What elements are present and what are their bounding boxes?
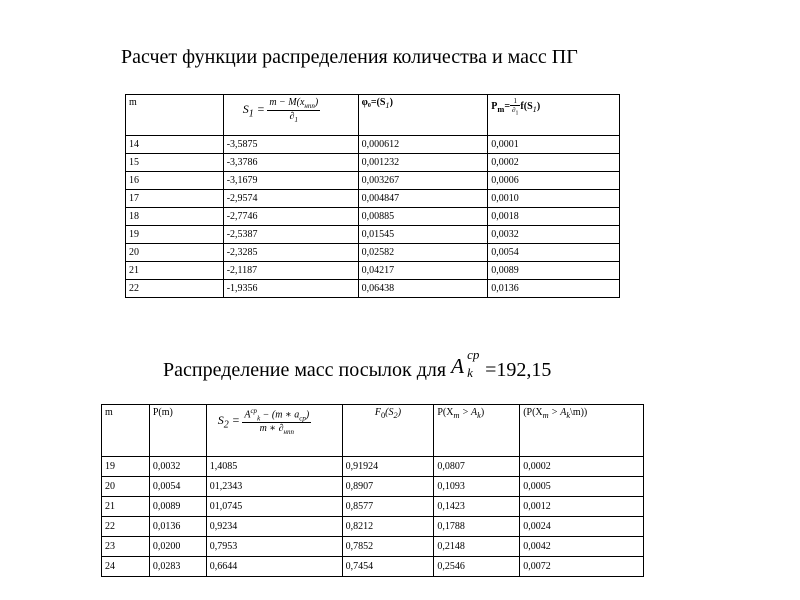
table-header-row	[126, 95, 620, 136]
table-row	[102, 517, 644, 537]
table-cell: 0,01545	[358, 226, 488, 244]
table-cell: -1,9356	[223, 280, 358, 298]
table-cell: 0,9234	[206, 517, 342, 537]
table-cell: 0,0018	[488, 208, 620, 226]
table-cell: 0,1093	[434, 477, 520, 497]
header-s2-formula: $S_2$ = $\frac{A^{cp}_k - (m ∗ a_{cp})}{m ∗ \partial_{нпп}}$	[206, 405, 342, 457]
table-cell: 21	[126, 262, 224, 280]
table-cell: 0,003267	[358, 172, 488, 190]
table-cell: 14	[126, 136, 224, 154]
table-cell: 0,0024	[520, 517, 644, 537]
table-cell: 0,2546	[434, 557, 520, 577]
table-cell: 0,0001	[488, 136, 620, 154]
section-title: Распределение масс посылок для A cp k =192,15	[163, 347, 552, 381]
table-cell: 24	[102, 557, 150, 577]
table-cell: 0,0012	[520, 497, 644, 517]
table-cell: 0,0042	[520, 537, 644, 557]
table-cell: 0,0089	[149, 497, 206, 517]
table-cell: -3,5875	[223, 136, 358, 154]
table-cell: 0,2148	[434, 537, 520, 557]
table-cell: 0,7953	[206, 537, 342, 557]
table-cell: -2,1187	[223, 262, 358, 280]
table-cell: 0,0054	[488, 244, 620, 262]
page-title: Расчет функции распределения количества и масс ПГ	[121, 46, 578, 68]
table-row	[126, 208, 620, 226]
table-row	[126, 226, 620, 244]
table-row	[102, 457, 644, 477]
table-cell: 0,0005	[520, 477, 644, 497]
ak-symbol: A cp k	[451, 347, 480, 380]
table-row	[126, 244, 620, 262]
distribution-count-table	[125, 94, 620, 298]
table-cell: 0,1423	[434, 497, 520, 517]
header-pm: P(m)	[149, 405, 206, 457]
table-row	[126, 190, 620, 208]
table-row	[102, 497, 644, 517]
header-m: m	[102, 405, 150, 457]
table-cell: 19	[102, 457, 150, 477]
table-cell: 0,8212	[342, 517, 434, 537]
table-cell: -2,3285	[223, 244, 358, 262]
table-cell: 1,4085	[206, 457, 342, 477]
table-cell: 01,2343	[206, 477, 342, 497]
table-row	[102, 557, 644, 577]
mass-distribution-table	[101, 404, 644, 577]
header-s1-formula: $S_1$ = $\frac{m - M(x_{нпп})}{\partial_1}$	[223, 95, 358, 136]
header-f0: $F_0(S_2)$	[342, 405, 434, 457]
table-cell: 0,04217	[358, 262, 488, 280]
header-m: m	[126, 95, 224, 136]
table-cell: 01,0745	[206, 497, 342, 517]
table-row	[126, 280, 620, 298]
table-cell: 0,0032	[488, 226, 620, 244]
header-phi: $\varphi_0=(S_1)$	[358, 95, 488, 136]
table-cell: 0,6644	[206, 557, 342, 577]
table-cell: 0,000612	[358, 136, 488, 154]
table-cell: -2,5387	[223, 226, 358, 244]
table-cell: 22	[126, 280, 224, 298]
table-cell: 0,0010	[488, 190, 620, 208]
table-row	[126, 262, 620, 280]
table-cell: 0,0807	[434, 457, 520, 477]
table-cell: 0,00885	[358, 208, 488, 226]
header-p-xm-gt-ak-m: ($P(X_m$ > $A_k\backslash m$))	[520, 405, 644, 457]
table-cell: -2,7746	[223, 208, 358, 226]
table-cell: 0,0032	[149, 457, 206, 477]
table-header-row	[102, 405, 644, 457]
table-cell: 0,91924	[342, 457, 434, 477]
table-cell: 18	[126, 208, 224, 226]
table-cell: 22	[102, 517, 150, 537]
table-row	[126, 136, 620, 154]
table-cell: -3,3786	[223, 154, 358, 172]
table-row	[126, 154, 620, 172]
table-cell: 0,0136	[488, 280, 620, 298]
header-p-xm-gt-ak: $P(X_m > A_k)$	[434, 405, 520, 457]
table-cell: 16	[126, 172, 224, 190]
table-cell: 0,0200	[149, 537, 206, 557]
table-cell: 19	[126, 226, 224, 244]
table-cell: 15	[126, 154, 224, 172]
table-cell: 0,0136	[149, 517, 206, 537]
table-cell: 0,0002	[520, 457, 644, 477]
table-cell: 23	[102, 537, 150, 557]
table-cell: 0,02582	[358, 244, 488, 262]
table-cell: 0,7454	[342, 557, 434, 577]
header-pm: $P_m=$ $\frac{1}{\partial_1}$ $f(S_1)$	[488, 95, 620, 136]
table-row	[102, 537, 644, 557]
table-cell: 20	[102, 477, 150, 497]
table-cell: 0,0089	[488, 262, 620, 280]
table-cell: -3,1679	[223, 172, 358, 190]
table-cell: -2,9574	[223, 190, 358, 208]
table-cell: 17	[126, 190, 224, 208]
table-cell: 0,7852	[342, 537, 434, 557]
table-row	[102, 477, 644, 497]
table-cell: 0,0006	[488, 172, 620, 190]
table-cell: 21	[102, 497, 150, 517]
table-cell: 0,0283	[149, 557, 206, 577]
table-cell: 0,8907	[342, 477, 434, 497]
table-cell: 0,0054	[149, 477, 206, 497]
table-row	[126, 172, 620, 190]
table-cell: 0,0072	[520, 557, 644, 577]
table-cell: 0,8577	[342, 497, 434, 517]
table-cell: 0,06438	[358, 280, 488, 298]
table-cell: 20	[126, 244, 224, 262]
table-cell: 0,001232	[358, 154, 488, 172]
table-cell: 0,004847	[358, 190, 488, 208]
table-cell: 0,1788	[434, 517, 520, 537]
table-cell: 0,0002	[488, 154, 620, 172]
